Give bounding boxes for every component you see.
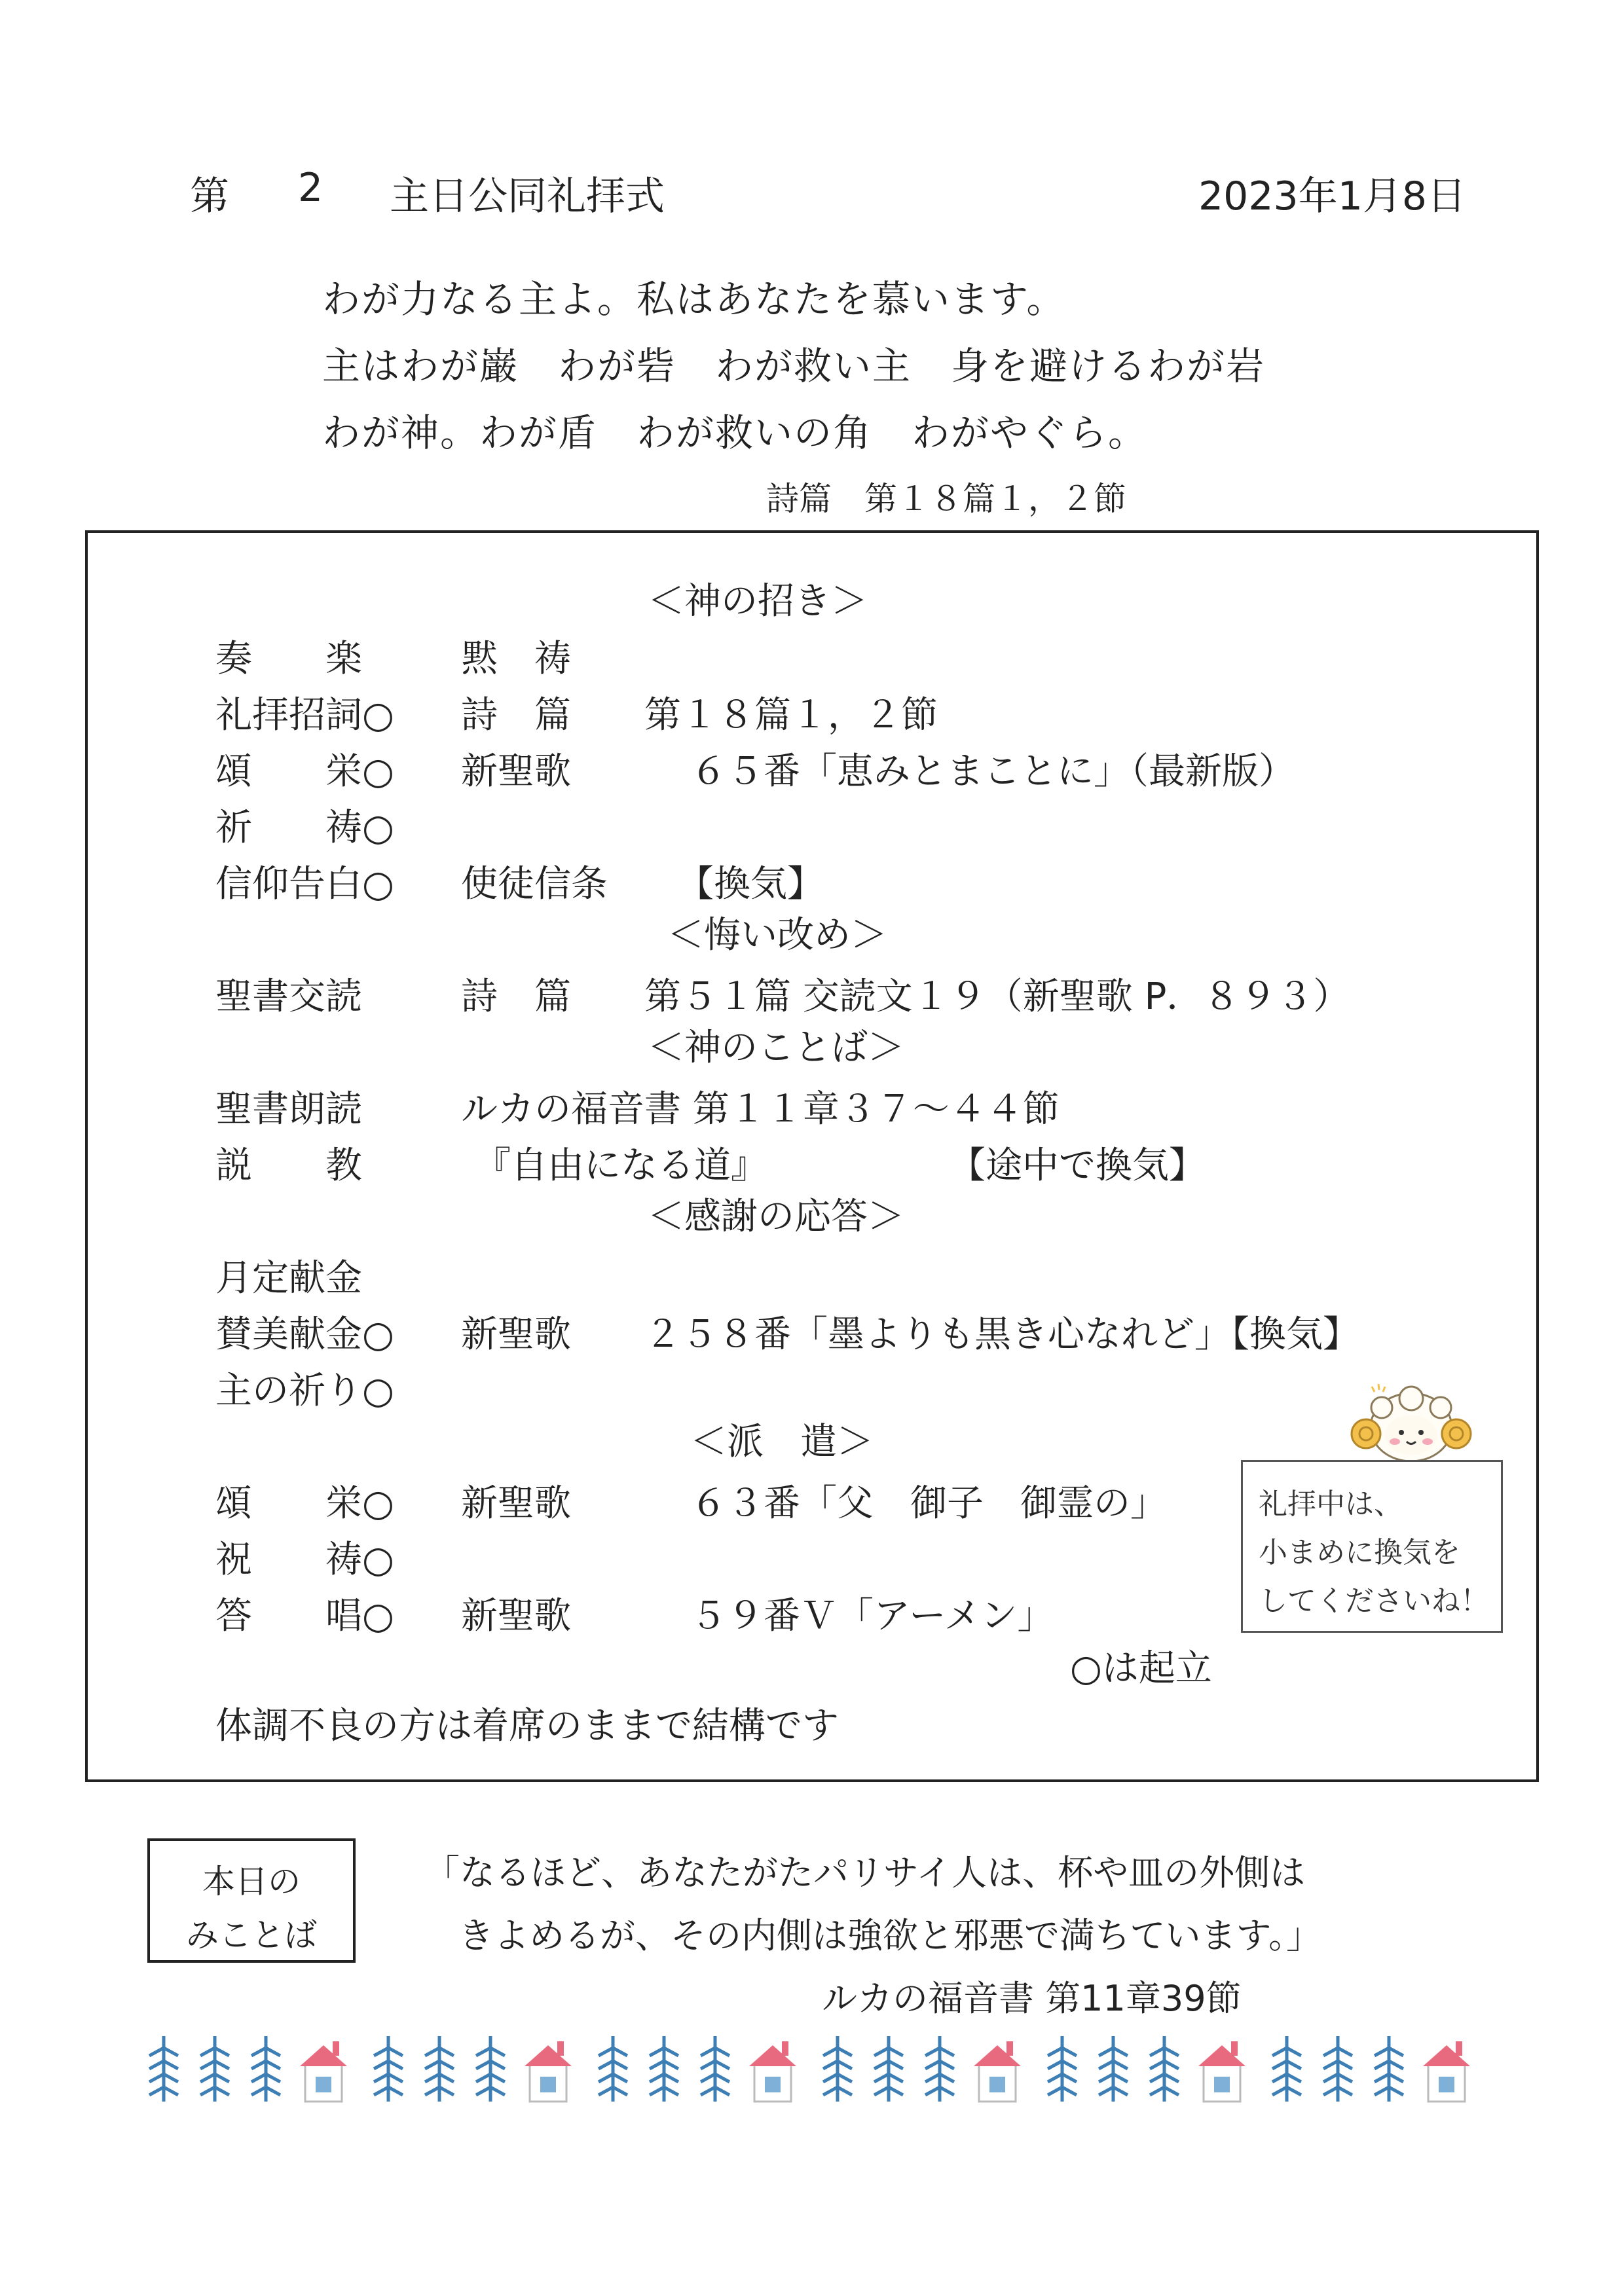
- house-icon: [974, 2041, 1021, 2102]
- tree-icon: [476, 2036, 505, 2102]
- item-detail: 新聖歌: [461, 1313, 571, 1356]
- item-detail: 新聖歌: [461, 1595, 571, 1637]
- tree-icon: [1375, 2036, 1403, 2102]
- service-number: 2: [298, 165, 323, 211]
- section-word: ＜神のことば＞: [648, 1027, 904, 1069]
- item-detail: 新聖歌: [461, 750, 571, 793]
- verse-line-1: わが力なる主よ。私はあなたを慕います。: [322, 277, 1066, 321]
- item-name: 月定献金: [215, 1257, 362, 1300]
- tree-icon: [1048, 2036, 1077, 2102]
- item-name: 賛美献金○: [215, 1313, 394, 1356]
- sheep-mascot-icon: [1349, 1381, 1473, 1467]
- item-name: 聖書朗読: [215, 1088, 362, 1131]
- item-hymn-number: ６５番「恵みとまことに」（最新版）: [690, 750, 1295, 793]
- tree-icon: [823, 2036, 852, 2102]
- section-sending: ＜派 遣＞: [690, 1421, 874, 1463]
- verse-line-3: わが神。わが盾 わが救いの角 わがやぐら。: [322, 410, 1148, 455]
- section-response: ＜感謝の応答＞: [648, 1195, 904, 1238]
- tree-icon: [200, 2036, 229, 2102]
- item-hymn-number: ６３番「父 御子 御霊の」: [690, 1482, 1167, 1525]
- ventilation-note: 【途中で換気】: [949, 1144, 1206, 1187]
- item-name: 信仰告白○: [215, 863, 394, 905]
- notice-line-1: 礼拝中は、: [1259, 1487, 1403, 1521]
- stand-note: ○は起立: [1070, 1647, 1212, 1690]
- tree-icon: [1272, 2036, 1301, 2102]
- item-hymn-number: ５９番Ｖ「アーメン」: [690, 1595, 1054, 1637]
- notice-line-2: 小まめに換気を: [1259, 1536, 1460, 1569]
- house-icon: [300, 2041, 347, 2102]
- notice-line-3: してくださいね！: [1259, 1584, 1489, 1618]
- tree-icon: [1323, 2036, 1352, 2102]
- house-icon: [749, 2041, 796, 2102]
- tree-icon: [251, 2036, 280, 2102]
- tree-house-border: [144, 2030, 1480, 2108]
- tree-icon: [599, 2036, 627, 2102]
- tree-icon: [1150, 2036, 1179, 2102]
- tree-icon: [874, 2036, 903, 2102]
- house-icon: [525, 2041, 572, 2102]
- verse-reference: 詩篇 第１８篇１，２節: [766, 480, 1126, 518]
- tree-icon: [149, 2036, 178, 2102]
- tree-icon: [701, 2036, 729, 2102]
- item-detail: 黙 祷: [461, 638, 571, 680]
- todays-word-label-box: [147, 1838, 356, 1963]
- item-name: 主の祈り○: [215, 1370, 394, 1412]
- item-reference: 第１８篇１，２節: [644, 694, 938, 737]
- item-name: 頌 栄○: [215, 750, 394, 793]
- item-name: 奏 楽: [215, 638, 362, 680]
- service-date: 2023年1月8日: [1198, 173, 1467, 219]
- item-name: 祈 祷○: [215, 807, 394, 849]
- item-detail: 詩 篇: [461, 975, 571, 1018]
- todays-word-reference: ルカの福音書 第11章39節: [822, 1978, 1242, 2019]
- item-reference: 第５１篇 交読文１９（新聖歌 P．８９３）: [644, 975, 1350, 1018]
- heading-label: 第: [190, 173, 229, 219]
- tree-icon: [925, 2036, 954, 2102]
- ventilation-note: 【換気】: [677, 863, 824, 905]
- item-name: 頌 栄○: [215, 1482, 394, 1525]
- verse-line-2: 主はわが巌 わが砦 わが救い主 身を避けるわが岩: [322, 344, 1266, 388]
- house-icon: [1198, 2041, 1246, 2102]
- section-invitation: ＜神の招き＞: [648, 580, 868, 623]
- health-note: 体調不良の方は着席のままで結構です: [215, 1705, 839, 1747]
- item-name: 祝 祷○: [215, 1539, 394, 1581]
- item-name: 礼拝招詞○: [215, 694, 394, 737]
- item-detail: 使徒信条: [461, 863, 608, 905]
- item-name: 説 教: [215, 1144, 362, 1187]
- item-detail: ルカの福音書 第１１章３７～４４節: [461, 1088, 1060, 1131]
- tree-icon: [1099, 2036, 1128, 2102]
- section-repentance: ＜悔い改め＞: [667, 914, 887, 957]
- item-detail: 詩 篇: [461, 694, 571, 737]
- todays-word-quote-2: きよめるが、その内側は強欲と邪悪で満ちています。」: [458, 1915, 1322, 1956]
- todays-word-quote-1: 「なるほど、あなたがたパリサイ人は、杯や皿の外側は: [424, 1852, 1306, 1893]
- tree-icon: [650, 2036, 678, 2102]
- house-icon: [1423, 2041, 1470, 2102]
- tree-icon: [425, 2036, 454, 2102]
- tree-icon: [374, 2036, 403, 2102]
- item-detail: 新聖歌: [461, 1482, 571, 1525]
- sermon-title: 『自由になる道』: [474, 1144, 767, 1187]
- ventilation-notice-card: [1241, 1460, 1503, 1633]
- todays-word-label-1: 本日の: [202, 1863, 301, 1901]
- item-name: 答 唱○: [215, 1595, 394, 1637]
- item-name: 聖書交読: [215, 975, 362, 1018]
- item-hymn-number: ２５８番「墨よりも黒き心なれど」【換気】: [644, 1313, 1359, 1356]
- todays-word-label-2: みことば: [186, 1916, 317, 1954]
- service-title: 主日公同礼拝式: [390, 173, 665, 219]
